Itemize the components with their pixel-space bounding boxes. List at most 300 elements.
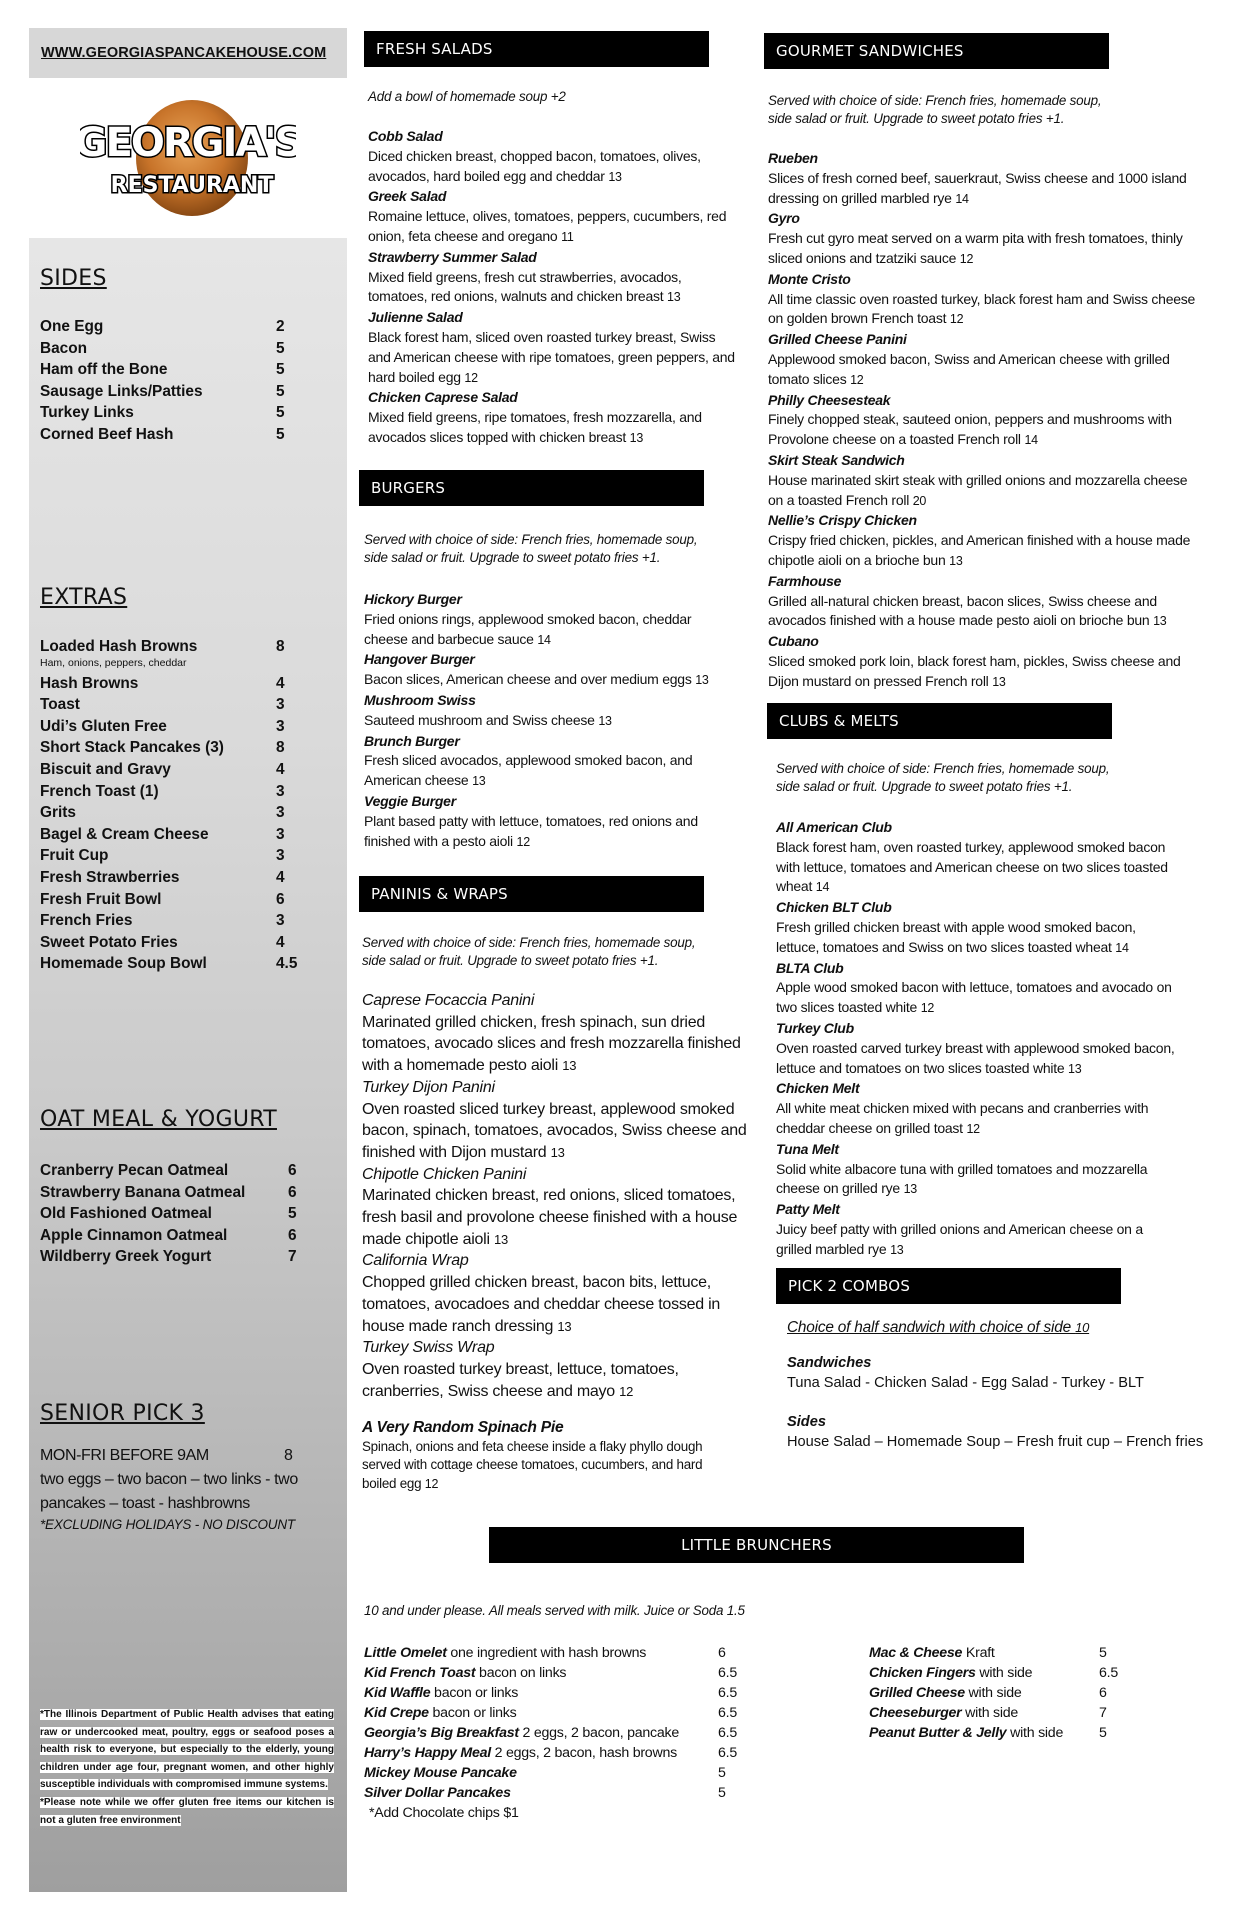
list-item [40,696,310,718]
item-description [364,751,726,792]
list-item [40,761,310,783]
item-name: Kid Waffle [364,1685,431,1701]
menu-item [362,990,748,1077]
item-name: Nellie’s Crispy Chicken [768,512,917,529]
senior-price: 8 [284,1447,293,1464]
item-price: 2 [276,318,285,335]
item-price: 3 [276,782,285,800]
item-price: 14 [1115,940,1129,955]
list-item [40,955,310,977]
item-price: 6.5 [1099,1665,1118,1681]
item-desc: Oven roasted carved turkey breast with applewood smoked bacon, lettuce and tomatoes on two slices toasted white [776,1039,1175,1076]
item-name: Cobb Salad [368,128,443,144]
menu-item [776,1019,1176,1079]
salads-intro: Add a bowl of homemade soup +2 [368,89,566,104]
item-name: Turkey Club [776,1019,854,1036]
item-desc: Slices of fresh corned beef, sauerkraut, Swiss cheese and 1000 island dressing on grilled marbled rye [768,169,1187,206]
item-name: Chicken Fingers [869,1665,976,1681]
senior-line: two eggs – two bacon – two links - two [40,1471,298,1488]
combos-body [787,1318,1207,1453]
item-description [768,410,1198,451]
list-item [40,1162,310,1184]
item-price: 5 [276,339,285,357]
item-name: Grilled Cheese Panini [768,331,907,348]
item-name: French Fries [40,912,133,930]
item-name: Rueben [768,150,818,166]
list-item [40,826,310,848]
item-price: 13 [608,169,622,184]
item-desc: Juicy beef patty with grilled onions and American cheese on a grilled marbled rye [776,1220,1143,1257]
item-name: Skirt Steak Sandwich [768,451,905,468]
menu-item [776,1140,1176,1200]
item-name: Brunch Burger [364,732,460,749]
menu-item [768,330,1198,390]
item-description [776,1160,1176,1201]
menu-item [776,818,1176,898]
item-desc: with side [961,1705,1019,1721]
list-item [40,426,310,448]
menu-item [776,959,1176,1019]
health-notice [40,1706,334,1829]
menu-item [364,691,726,732]
item-desc: Grilled all-natural chicken breast, bacon slices, Swiss cheese and avocados finished with a house made pesto aioli on brioche bun [768,592,1157,629]
list-item [40,1248,310,1270]
item-price: 12 [920,1001,935,1016]
item-price: 13 [695,673,709,688]
item-price: 3 [276,825,285,843]
item-name: Grits [40,804,76,822]
item-price: 13 [550,1144,565,1160]
list-item [364,1643,764,1663]
item-desc: Fresh sliced avocados, applewood smoked bacon, and American cheese [364,752,693,789]
item-name: Veggie Burger [364,792,456,809]
item-price: 3 [276,696,285,714]
list-item [364,1763,764,1783]
item-desc: Mixed field greens, ripe tomatoes, fresh mozzarella, and avocados slices topped with chicken breast [368,409,702,445]
item-price: 12 [464,370,478,385]
menu-item [768,149,1198,209]
item-name: Short Stack Pancakes (3) [40,739,224,757]
salads-list [368,127,738,449]
item-price: 13 [890,1242,904,1257]
item-price: 14 [1024,433,1038,448]
item-price: 12 [959,251,974,266]
item-name: Cranberry Pecan Oatmeal [40,1162,229,1179]
item-price: 6 [276,890,285,908]
item-price: 6.5 [718,1665,737,1681]
item-desc: bacon or links [428,1705,517,1721]
item-desc: 2 eggs, 2 bacon, pancake [518,1725,680,1741]
item-desc: Romaine lettuce, olives, tomatoes, peppers, cucumbers, red onion, feta cheese and oregano [368,208,727,244]
item-desc: Finely chopped steak, sauteed onion, peppers and mushrooms with Provolone cheese on a toasted French roll [768,411,1172,448]
list-item [869,1663,1169,1683]
item-price: 12 [850,372,864,387]
list-item [40,675,310,697]
menu-item [364,590,726,650]
item-name: Hickory Burger [364,591,462,607]
menu-item [768,451,1198,511]
list-item [40,804,310,826]
item-name: A Very Random Spinach Pie [362,1419,564,1436]
item-name: One Egg [40,318,104,335]
list-item [364,1663,764,1683]
item-description [776,918,1176,959]
item-desc: Mixed field greens, fresh cut strawberries, avocados, tomatoes, red onions, walnuts and chicken breast [368,268,682,305]
item-description [768,531,1198,572]
senior-time: MON-FRI BEFORE 9AM [40,1447,209,1464]
item-name: Peanut Butter & Jelly [869,1725,1007,1741]
item-name: Sweet Potato Fries [40,933,178,951]
combos-header: PICK 2 COMBOS [776,1268,1121,1304]
item-desc: Apple wood smoked bacon with lettuce, tomatoes and avocado on two slices toasted white [776,979,1172,1016]
item-price: 12 [424,1476,439,1491]
item-name: Farmhouse [768,572,842,589]
item-name: Kid French Toast [364,1665,476,1681]
item-description [362,1272,748,1337]
item-description [364,711,726,732]
menu-item [364,650,726,691]
item-price: 7 [1099,1705,1107,1721]
oatmeal-list [40,1162,310,1270]
item-price: 7 [288,1248,297,1266]
item-description [768,350,1198,391]
menu-item [368,127,738,187]
item-desc: bacon or links [430,1685,519,1701]
item-price: 20 [912,493,927,508]
item-price: 8 [276,638,285,655]
item-name: Cheeseburger [869,1705,962,1721]
list-item [40,718,310,740]
item-price: 11 [561,229,574,244]
item-name: Julienne Salad [368,309,463,326]
item-price: 14 [815,880,830,895]
list-item [364,1743,764,1763]
item-description [362,1099,748,1164]
combos-intro: Choice of half sandwich with choice of side [787,1319,1071,1336]
item-desc: Fresh cut gyro meat served on a warm pita with fresh tomatoes, thinly sliced onions and tzatziki sauce [768,230,1183,266]
clubs-intro: Served with choice of side: French fries, homemade soup, side salad or fruit. Upgrade to sweet potato fries +1. [776,761,1110,794]
item-description [768,471,1198,512]
item-name: French Toast (1) [40,782,159,800]
item-name: Monte Cristo [768,270,851,287]
item-price: 6.5 [718,1685,737,1701]
item-price: 12 [949,312,964,327]
item-name: Little Omelet [364,1645,447,1661]
item-description [362,1185,748,1250]
menu-item [768,572,1198,632]
item-name: Toast [40,696,80,714]
senior-pick [40,1444,330,1534]
paninis-intro: Served with choice of side: French fries, homemade soup, side salad or fruit. Upgrade to sweet potato fries +1. [362,935,696,968]
item-price: 13 [949,553,963,568]
item-name: Bagel & Cream Cheese [40,825,209,843]
item-name: All American Club [776,819,892,835]
item-name: Mushroom Swiss [364,691,476,708]
item-name: Chicken Melt [776,1080,860,1097]
item-name: Bacon [40,339,88,357]
brunchers-intro: 10 and under please. All meals served with milk. Juice or Soda 1.5 [364,1603,745,1618]
menu-item [364,732,726,792]
item-description [776,1220,1176,1261]
item-price: 13 [1153,614,1167,629]
paninis-list [362,990,748,1402]
menu-item [768,511,1198,571]
item-name: Philly Cheesesteak [768,391,891,408]
item-description [776,1039,1176,1080]
item-name: Corned Beef Hash [40,425,174,443]
svg-text:RESTAURANT: RESTAURANT [110,173,274,198]
item-desc: Kraft [962,1645,995,1661]
item-price: 5 [276,361,285,379]
item-description [776,1099,1176,1140]
item-price: 12 [619,1383,634,1399]
item-desc: Fried onions rings, applewood smoked bacon, cheddar cheese and barbecue sauce [364,610,692,647]
menu-item [768,209,1198,269]
item-name: Hash Browns [40,674,139,692]
item-name: Fresh Strawberries [40,868,180,886]
item-desc: with side [975,1665,1033,1681]
item-desc: Bacon slices, American cheese and over medium eggs [364,671,692,688]
website-banner [29,28,347,78]
item-name: Chicken BLT Club [776,899,892,916]
item-desc: Spinach, onions and feta cheese inside a flaky phyllo dough served with cottage cheese tomatoes, cucumbers, and hard boiled egg [362,1438,703,1491]
item-description [368,268,738,309]
item-desc: with side [964,1685,1022,1701]
list-item [40,739,310,761]
menu-item [768,391,1198,451]
list-item [869,1683,1169,1703]
item-description [364,812,726,853]
item-price: 12 [516,834,530,849]
item-description [368,147,738,188]
brunchers-header: LITTLE BRUNCHERS [489,1527,1024,1563]
item-price: 4 [276,760,285,778]
list-item [40,361,310,383]
list-item [40,783,310,805]
item-price: 14 [537,632,551,647]
sides-title: SIDES [40,266,107,291]
list-item [40,847,310,869]
svg-text:GEORGIA'S: GEORGIA'S [80,120,296,166]
item-description [362,1359,748,1402]
list-item [40,891,310,913]
item-desc: Oven roasted turkey breast, lettuce, tomatoes, cranberries, Swiss cheese and mayo [362,1360,679,1400]
item-name: Tuna Melt [776,1140,839,1157]
menu-item [362,1077,748,1164]
item-price: 5 [718,1765,726,1781]
item-desc: Diced chicken breast, chopped bacon, tomatoes, olives, avocados, hard boiled egg and cheddar [368,147,701,184]
item-price: 12 [966,1121,980,1136]
combos-sides-label: Sides [787,1414,826,1431]
item-price: 5 [1099,1725,1107,1741]
oatmeal-title: OAT MEAL & YOGURT [40,1107,277,1132]
item-name: Fresh Fruit Bowl [40,890,162,908]
item-description [776,978,1176,1019]
item-price: 6 [1099,1685,1107,1701]
item-price: 5 [276,425,285,443]
item-desc: House marinated skirt steak with grilled onions and mozzarella cheese on a toasted French roll [768,471,1188,508]
list-item [364,1783,764,1803]
clubs-header: CLUBS & MELTS [767,703,1112,739]
item-price: 5 [276,382,285,400]
item-name: Udi’s Gluten Free [40,717,167,735]
item-name: Loaded Hash Browns [40,638,198,655]
chocolate-note: *Add Chocolate chips $1 [369,1805,519,1821]
item-name: Mickey Mouse Pancake [364,1765,517,1781]
item-description [776,838,1176,898]
menu-item [368,388,738,448]
website-link[interactable]: WWW.GEORGIASPANCAKEHOUSE.COM [41,45,327,61]
senior-note: *EXCLUDING HOLIDAYS - NO DISCOUNT [40,1517,295,1532]
item-price: 6 [288,1226,297,1244]
item-description [368,408,738,449]
burgers-header: BURGERS [359,470,704,506]
item-name: Mac & Cheese [869,1645,963,1661]
list-item [40,869,310,891]
list-item [869,1723,1169,1743]
item-desc: Marinated chicken breast, red onions, sliced tomatoes, fresh basil and provolone cheese finished with a house made chipotle aioli [362,1187,738,1248]
list-item [40,318,310,340]
gluten-notice: *Please note while we offer gluten free items our kitchen is not a gluten free environment [40,1796,334,1826]
health-advisory: *The Illinois Department of Public Health advises that eating raw or undercooked meat, poultry, eggs or seafood poses a health risk to everyone, but especially to the elderly, young children under age four, pregnant women, and other highly susceptible individuals with compromised immune systems. [40,1709,334,1791]
item-name: Georgia’s Big Breakfast [364,1725,519,1741]
item-name: Old Fashioned Oatmeal [40,1205,212,1223]
item-price: 5 [288,1205,297,1223]
item-price: 5 [718,1785,726,1801]
item-name: Cubano [768,633,819,650]
extras-list [40,638,310,977]
item-price: 13 [493,1231,508,1247]
item-name: Chicken Caprese Salad [368,389,518,406]
sandwiches-intro: Served with choice of side: French fries, homemade soup, side salad or fruit. Upgrade to sweet potato fries +1. [768,93,1102,126]
item-name: Chipotle Chicken Panini [362,1165,527,1183]
item-desc: Crispy fried chicken, pickles, and American finished with a house made chipotle aioli on a brioche bun [768,532,1191,568]
item-name: Strawberry Banana Oatmeal [40,1183,246,1201]
item-name: Turkey Dijon Panini [362,1078,495,1096]
combos-sides: House Salad – Homemade Soup – Fresh fruit cup – French fries [787,1434,1204,1451]
item-price: 4 [276,674,285,692]
item-name: Fruit Cup [40,847,109,865]
item-desc: Black forest ham, sliced oven roasted turkey breast, Swiss and American cheese with ripe tomatoes, green peppers, and hard boiled egg [368,328,735,385]
item-name: Wildberry Greek Yogurt [40,1248,212,1266]
senior-title: SENIOR PICK 3 [40,1401,205,1426]
item-name: Homemade Soup Bowl [40,955,207,973]
item-price: 4 [276,933,285,951]
restaurant-logo [80,96,296,218]
menu-item [364,792,726,852]
item-price: 3 [276,847,285,865]
menu-item [368,248,738,308]
item-desc: with side [1006,1725,1064,1741]
item-price: 3 [276,912,285,930]
item-desc: Chopped grilled chicken breast, bacon bits, lettuce, tomatoes, avocadoes and cheddar cheese tossed in house made ranch dressing [362,1274,721,1335]
sandwiches-list [768,149,1198,693]
item-price: 5 [1099,1645,1107,1661]
menu-item [362,1250,748,1337]
item-name: Grilled Cheese [869,1685,965,1701]
list-item [40,934,310,956]
item-description [368,328,738,388]
item-name: Greek Salad [368,188,447,205]
item-desc: 2 eggs, 2 bacon, hash browns [490,1745,677,1761]
item-price: 13 [1068,1061,1082,1076]
menu-item [362,1337,748,1402]
sides-list [40,318,310,448]
item-desc: Plant based patty with lettuce, tomatoes, red onions and finished with a pesto aioli [364,812,698,849]
brunchers-right-list [869,1643,1169,1743]
combos-price: 10 [1075,1320,1090,1335]
item-name: Turkey Links [40,404,134,422]
item-price: 13 [667,290,681,305]
item-price: 6.5 [718,1725,737,1741]
list-item [40,912,310,934]
menu-item [768,632,1198,692]
sidebar-panel [29,238,347,1892]
item-desc: Black forest ham, oven roasted turkey, applewood smoked bacon with lettuce, tomatoes and American cheese on two slices toasted wheat [776,838,1168,895]
item-description [362,1012,748,1077]
list-item [40,1184,310,1206]
item-description [768,652,1198,693]
item-price: 6.5 [718,1745,737,1761]
item-name: BLTA Club [776,959,844,976]
item-name: Biscuit and Gravy [40,760,171,778]
item-desc: Applewood smoked bacon, Swiss and American cheese with grilled tomato slices [768,350,1170,387]
item-description [768,169,1198,210]
item-price: 13 [992,674,1006,689]
list-item [40,1227,310,1249]
menu-item [368,308,738,388]
item-description [364,610,726,651]
salads-header: FRESH SALADS [364,31,709,67]
item-name: Sausage Links/Patties [40,382,203,400]
item-note: Ham, onions, peppers, cheddar [40,656,187,669]
item-desc: Marinated grilled chicken, fresh spinach, sun dried tomatoes, avocado slices and fresh mozzarella finished with a homemade pesto aioli [362,1013,741,1075]
extras-title: EXTRAS [40,585,128,610]
list-item [364,1723,764,1743]
menu-item [776,898,1176,958]
list-item [869,1643,1169,1663]
list-item [869,1703,1169,1723]
item-name: Apple Cinnamon Oatmeal [40,1226,228,1244]
item-name: Silver Dollar Pancakes [364,1785,511,1801]
item-price: 5 [276,404,285,422]
item-price: 13 [629,430,644,445]
item-price: 6.5 [718,1705,737,1721]
paninis-header: PANINIS & WRAPS [359,876,704,912]
item-name: Harry’s Happy Meal [364,1745,491,1761]
burgers-list [364,590,726,852]
item-description [368,207,738,248]
item-name: Kid Crepe [364,1705,429,1721]
item-name: Turkey Swiss Wrap [362,1339,495,1357]
menu-item [776,1079,1176,1139]
item-name: Hangover Burger [364,651,475,668]
list-item [40,340,310,362]
list-item [364,1703,764,1723]
item-name: Gyro [768,210,800,227]
item-desc: All time classic oven roasted turkey, black forest ham and Swiss cheese on golden brown French toast [768,290,1196,327]
item-price: 13 [562,1058,577,1074]
item-description [364,670,726,691]
clubs-list [776,818,1176,1261]
burgers-intro: Served with choice of side: French fries, homemade soup, side salad or fruit. Upgrade to sweet potato fries +1. [364,532,698,565]
item-name: Ham off the Bone [40,361,168,379]
spinach-pie [362,1418,732,1493]
item-price: 13 [557,1318,572,1334]
item-desc: Solid white albacore tuna with grilled tomatoes and mozzarella cheese on grilled rye [776,1160,1148,1197]
item-price: 8 [276,739,285,757]
item-price: 14 [955,191,969,206]
